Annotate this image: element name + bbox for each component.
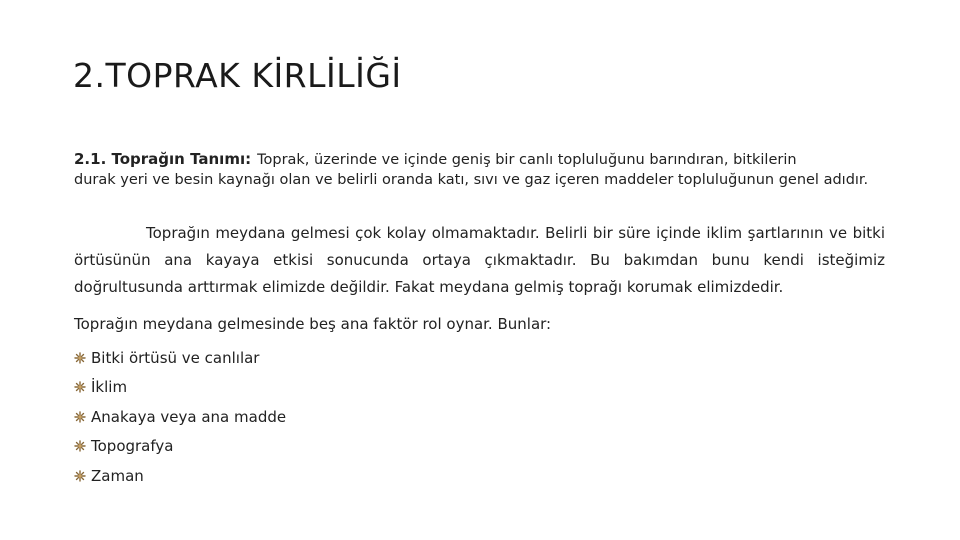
star-burst-bullet-icon: [74, 470, 86, 482]
list-item: [74, 432, 286, 462]
factors-intro: Toprağın meydana gelmesinde beş ana faktör rol oynar. Bunlar:: [74, 315, 552, 333]
slide-title: 2.TOPRAK KİRLİLİĞİ: [73, 56, 402, 95]
list-item: [74, 461, 286, 491]
factors-list: [74, 343, 286, 491]
list-item: [74, 373, 286, 403]
definition-text-line1: Toprak, üzerinde ve içinde geniş bir canlı topluluğunu barındıran, bitkilerin: [257, 152, 797, 168]
star-burst-bullet-icon: [74, 411, 86, 423]
list-item: [74, 343, 286, 373]
definition-label: 2.1. Toprağın Tanımı:: [74, 150, 252, 168]
factor-label: Bitki örtüsü ve canlılar: [91, 348, 260, 367]
star-burst-bullet-icon: [74, 440, 86, 452]
list-item: [74, 402, 286, 432]
star-burst-bullet-icon: [74, 352, 86, 364]
factor-label: İklim: [91, 378, 128, 397]
definition-paragraph: [74, 149, 874, 190]
factor-label: Topografya: [91, 437, 174, 456]
star-burst-bullet-icon: [74, 381, 86, 393]
formation-paragraph: Toprağın meydana gelmesi çok kolay olmamaktadır. Belirli bir süre içinde iklim şartlarının ve bitki örtüsünün ana kayaya etkisi sonucunda ortaya çıkmaktadır. Bu bakımdan bunu kendi isteğimiz doğrultusunda arttırmak elimizde değildir. Fakat meydana gelmiş toprağı korumak elimizdedir.: [74, 224, 885, 296]
definition-text-rest: durak yeri ve besin kaynağı olan ve belirli oranda katı, sıvı ve gaz içeren maddeler topluluğunun genel adıdır.: [74, 172, 869, 188]
factor-label: Anakaya veya ana madde: [91, 407, 287, 426]
factor-label: Zaman: [91, 466, 144, 485]
